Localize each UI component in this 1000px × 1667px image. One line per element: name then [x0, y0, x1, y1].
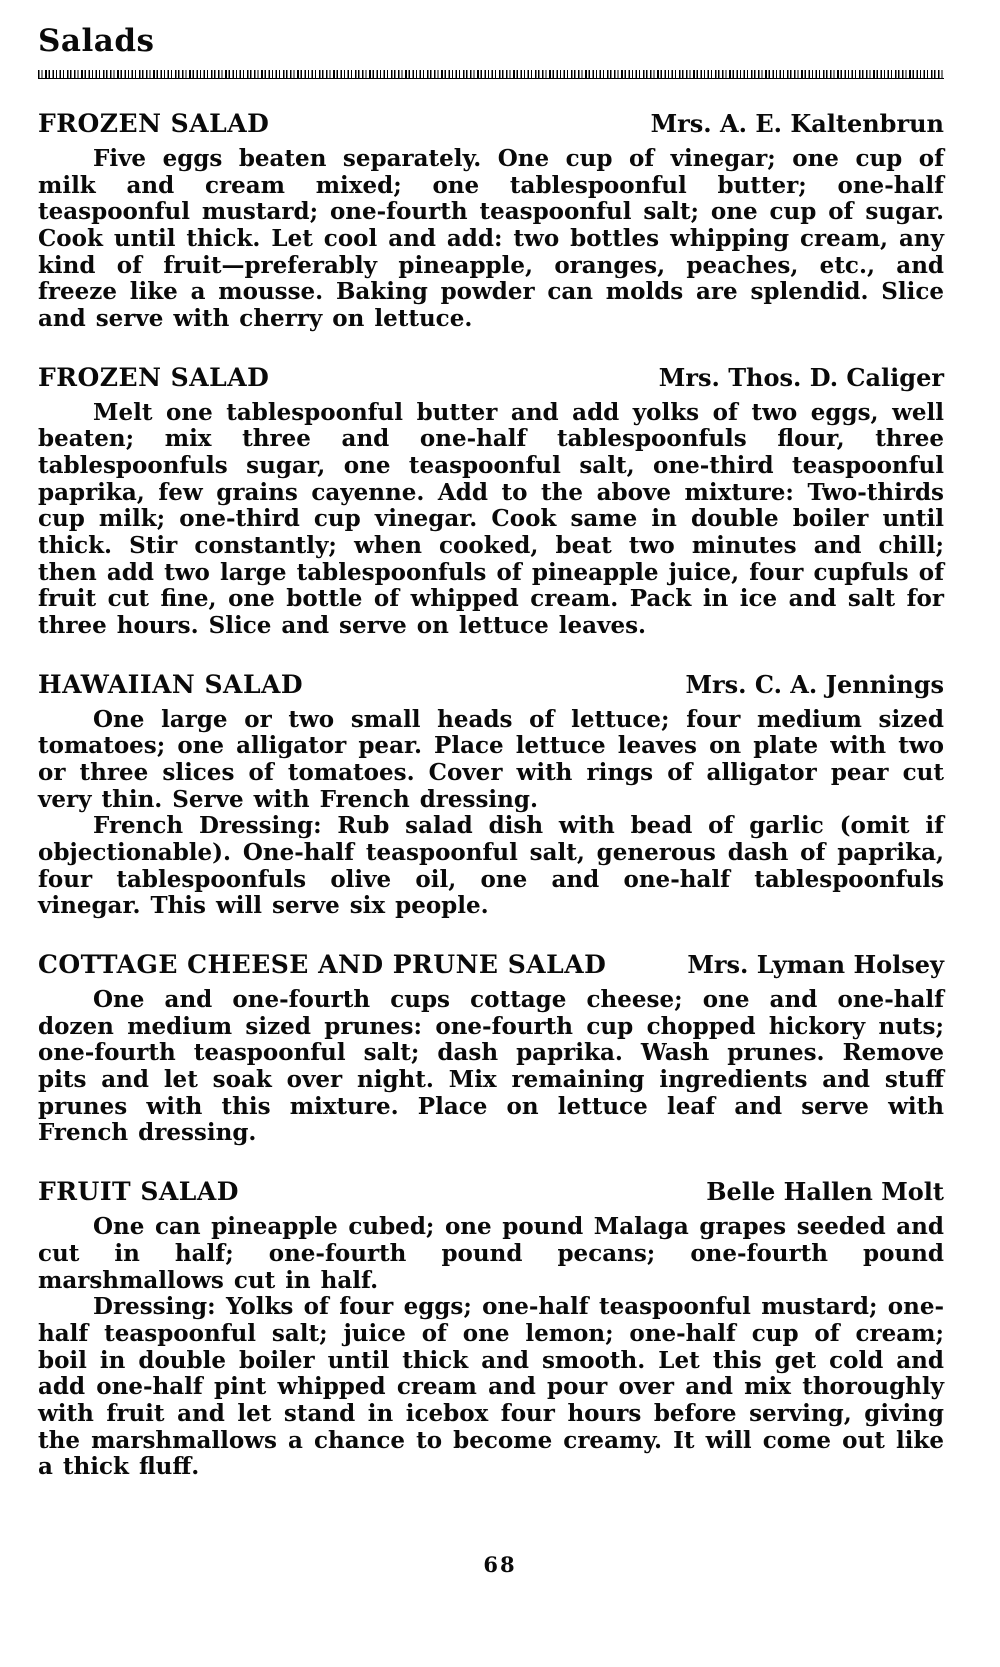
recipe-title: COTTAGE CHEESE AND PRUNE SALAD	[38, 950, 607, 980]
recipe-attribution: Belle Hallen Molt	[706, 1177, 944, 1207]
recipe-hawaiian-salad	[38, 670, 944, 920]
recipe-paragraph: One large or two small heads of lettuce; four medium sized tomatoes; one alligator pear. Place lettuce leaves on plate with two or three slices of tomatoes. Cover with rings of alligator pear cut very thin. Serve with French dressing.	[38, 705, 944, 813]
recipe-title: HAWAIIAN SALAD	[38, 669, 304, 699]
recipe-header	[38, 109, 944, 138]
recipe-title: FRUIT SALAD	[38, 1177, 239, 1207]
recipe-body	[38, 707, 944, 920]
recipe-paragraph: One and one-fourth cups cottage cheese; one and one-half dozen medium sized prunes: one-fourth cup chopped hickory nuts; one-fourth teaspoonful salt; dash paprika. Wash prunes. Remove pits and let soak over night. Mix remaining ingredients and stuff prunes with this mixture. Place on lettuce leaf and serve with French dressing.	[38, 986, 944, 1147]
recipe-paragraph: Melt one tablespoonful butter and add yolks of two eggs, well beaten; mix three and one-half tablespoonfuls flour, three tablespoonfuls sugar, one teaspoonful salt, one-third teaspoonful paprika, few grains cayenne. Add to the above mixture: Two-thirds cup milk; one-third cup vinegar. Cook same in double boiler until thick. Stir constantly; when cooked, beat two minutes and chill; then add two large tablespoonfuls of pineapple juice, four cupfuls of fruit cut fine, one bottle of whipped cream. Pack in ice and salt for three hours. Slice and serve on lettuce leaves.	[38, 398, 944, 640]
recipe-attribution: Mrs. C. A. Jennings	[685, 669, 944, 699]
recipe-cottage-cheese-and-prune-salad	[38, 950, 944, 1147]
recipe-paragraph: Dressing: Yolks of four eggs; one-half teaspoonful mustard; one-half teaspoonful salt; juice of one lemon; one-half cup of cream; boil in double boiler until thick and smooth. Let this get cold and add one-half pint whipped cream and pour over and mix thoroughly with fruit and let stand in icebox four hours before serving, giving the marshmallows a chance to become creamy. It will come out like a thick fluff.	[38, 1293, 944, 1481]
recipe-paragraph: French Dressing: Rub salad dish with bead of garlic (omit if objectionable). One-half teaspoonful salt, generous dash of paprika, four tablespoonfuls olive oil, one and one-half tablespoonfuls vinegar. This will serve six people.	[38, 812, 944, 920]
recipe-header	[38, 363, 944, 392]
recipe-paragraph: Five eggs beaten separately. One cup of vinegar; one cup of milk and cream mixed; one tablespoonful butter; one-half teaspoonful mustard; one-fourth teaspoonful salt; one cup of sugar. Cook until thick. Let cool and add: two bottles whipping cream, any kind of fruit—preferably pineapple, oranges, peaches, etc., and freeze like a mousse. Baking powder can molds are splendid. Slice and serve with cherry on lettuce.	[38, 145, 944, 333]
recipe-paragraph: One can pineapple cubed; one pound Malaga grapes seeded and cut in half; one-fourth pound pecans; one-fourth pound marshmallows cut in half.	[38, 1213, 944, 1294]
recipe-frozen-salad-2	[38, 363, 944, 640]
recipe-attribution: Mrs. A. E. Kaltenbrun	[650, 109, 944, 138]
recipe-body	[38, 400, 944, 640]
recipe-body	[38, 1214, 944, 1481]
recipe-title: FROZEN SALAD	[38, 109, 270, 138]
recipe-header	[38, 670, 944, 699]
recipe-fruit-salad	[38, 1177, 944, 1481]
recipe-header	[38, 1177, 944, 1206]
recipe-frozen-salad-1	[38, 109, 944, 333]
recipe-body	[38, 987, 944, 1147]
page-number: 68	[483, 1552, 517, 1577]
recipe-body	[38, 146, 944, 333]
recipe-attribution: Mrs. Lyman Holsey	[687, 950, 944, 980]
recipe-header	[38, 950, 944, 979]
section-title: Salads	[38, 23, 155, 59]
ornamental-rule	[38, 70, 944, 79]
recipe-attribution: Mrs. Thos. D. Caliger	[658, 362, 944, 392]
recipe-title: FROZEN SALAD	[38, 362, 270, 392]
